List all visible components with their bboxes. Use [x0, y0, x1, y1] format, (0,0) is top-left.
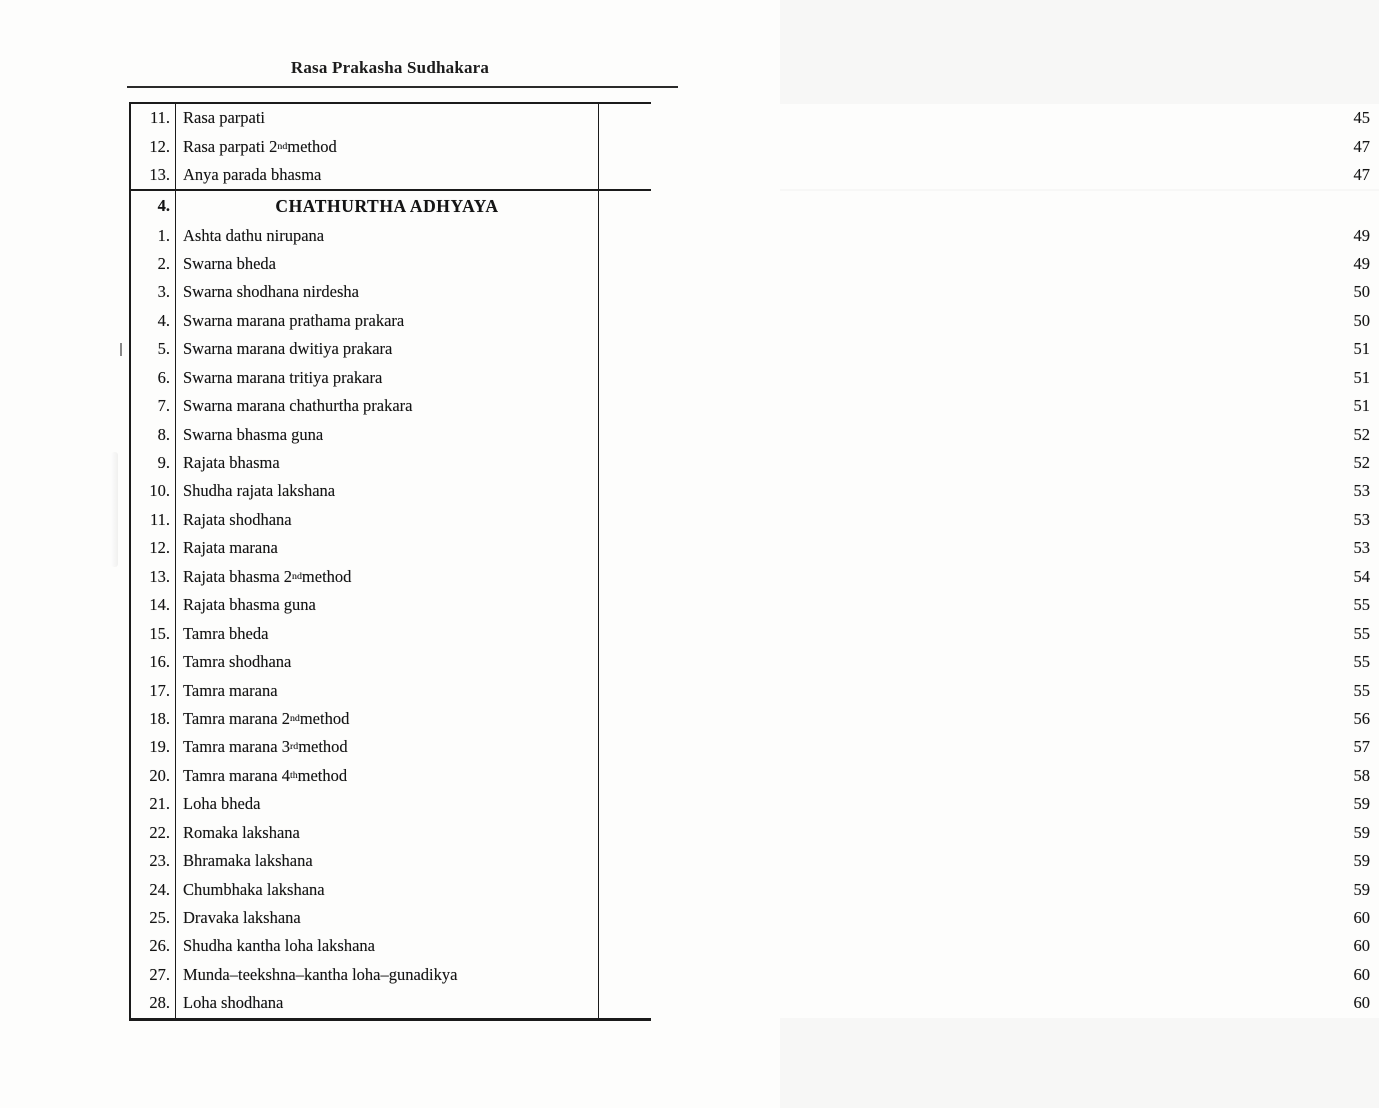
toc-row: [131, 477, 1370, 505]
toc-row-page: 55: [599, 676, 1379, 704]
toc-row: [131, 648, 1370, 676]
scan-artifact-smudge: [111, 452, 118, 567]
toc-row-page: 52: [599, 449, 1379, 477]
toc-row: [131, 307, 1370, 335]
toc-row-number: 16.: [131, 648, 176, 676]
toc-row-number: 17.: [131, 676, 176, 704]
toc-row-title: Rasa parpati: [176, 104, 599, 132]
toc-row-title: Chumbhaka lakshana: [176, 875, 599, 903]
toc-row-number: 13.: [131, 563, 176, 591]
toc-row-page: 55: [599, 648, 1379, 676]
toc-row-title: Rajata marana: [176, 534, 599, 562]
toc-row-page: 53: [599, 506, 1379, 534]
toc-row: [131, 733, 1370, 761]
toc-row-number: 13.: [131, 161, 176, 189]
toc-row: [131, 161, 1370, 189]
toc-row: [131, 932, 1370, 960]
toc-row-page: 50: [599, 278, 1379, 306]
toc-row-page: 55: [599, 619, 1379, 647]
toc-row-number: 12.: [131, 132, 176, 160]
toc-row: [131, 875, 1370, 903]
toc-row-number: 4.: [131, 307, 176, 335]
title-text: method: [301, 566, 352, 586]
toc-row-page: 53: [599, 534, 1379, 562]
toc-row-title: Tamra marana: [176, 676, 599, 704]
toc-row-page: 52: [599, 420, 1379, 448]
toc-row-title: Romaka lakshana: [176, 819, 599, 847]
toc-row-number: 23.: [131, 847, 176, 875]
toc-row-page: 49: [599, 250, 1379, 278]
scan-artifact-tick: [120, 343, 122, 356]
toc-row-title: Swarna marana tritiya prakara: [176, 364, 599, 392]
toc-row-page: 58: [599, 762, 1379, 790]
toc-row-page: 50: [599, 307, 1379, 335]
toc-row-title: Swarna marana dwitiya prakara: [176, 335, 599, 363]
toc-row-title: Munda–teekshna–kantha loha–gunadikya: [176, 961, 599, 989]
toc-row: [131, 420, 1370, 448]
toc-row-number: 10.: [131, 477, 176, 505]
toc-row-page: 51: [599, 335, 1379, 363]
toc-row: [131, 250, 1370, 278]
toc-row-number: 25.: [131, 904, 176, 932]
toc-row-title: Tamra marana 3 rd method: [176, 733, 599, 761]
toc-row-page: 51: [599, 364, 1379, 392]
toc-row: [131, 847, 1370, 875]
toc-row-title: Swarna marana prathama prakara: [176, 307, 599, 335]
title-text: method: [297, 765, 348, 785]
toc-section-header-row: [131, 191, 649, 221]
toc-row-page: 55: [599, 591, 1379, 619]
toc-row: [131, 534, 1370, 562]
toc-row-number: 19.: [131, 733, 176, 761]
toc-row-title: Anya parada bhasma: [176, 161, 599, 189]
header-divider-rule: [127, 86, 678, 88]
toc-row-page: 56: [599, 705, 1379, 733]
toc-row: [131, 563, 1370, 591]
toc-section-page: [599, 191, 1379, 221]
toc-row-number: 18.: [131, 705, 176, 733]
toc-row-page: 60: [599, 932, 1379, 960]
toc-row-title: Shudha kantha loha lakshana: [176, 932, 599, 960]
toc-row: [131, 278, 1370, 306]
toc-row-number: 5.: [131, 335, 176, 363]
toc-row-number: 9.: [131, 449, 176, 477]
toc-row-title: Loha shodhana: [176, 989, 599, 1017]
toc-row-page: 59: [599, 790, 1379, 818]
toc-row: [131, 104, 1370, 132]
toc-row: [131, 705, 1370, 733]
toc-row-number: 7.: [131, 392, 176, 420]
toc-table: [129, 102, 1370, 1021]
toc-row-title: Rajata bhasma: [176, 449, 599, 477]
toc-row-number: 1.: [131, 221, 176, 249]
toc-row-page: 51: [599, 392, 1379, 420]
toc-row: [131, 619, 1370, 647]
toc-row-title: Rajata shodhana: [176, 506, 599, 534]
toc-row-title: Swarna bhasma guna: [176, 420, 599, 448]
title-text: Tamra marana 4: [183, 765, 290, 785]
toc-row-title: Dravaka lakshana: [176, 904, 599, 932]
toc-row-page: 47: [599, 161, 1379, 189]
toc-row-number: 14.: [131, 591, 176, 619]
toc-row-number: 24.: [131, 875, 176, 903]
toc-row-page: 59: [599, 819, 1379, 847]
toc-row: [131, 392, 1370, 420]
title-text: Tamra marana 2: [183, 708, 290, 728]
toc-row-title: Tamra marana 2 nd method: [176, 705, 599, 733]
toc-row-title: Shudha rajata lakshana: [176, 477, 599, 505]
toc-row-number: 15.: [131, 619, 176, 647]
toc-row-title: Ashta dathu nirupana: [176, 221, 599, 249]
toc-row-title: Bhramaka lakshana: [176, 847, 599, 875]
toc-row-title: Swarna marana chathurtha prakara: [176, 392, 599, 420]
toc-row: [131, 364, 1370, 392]
toc-row-title: Loha bheda: [176, 790, 599, 818]
title-text: Rajata bhasma 2: [183, 566, 293, 586]
toc-row-page: 57: [599, 733, 1379, 761]
title-text: Rasa parpati 2: [183, 136, 278, 156]
toc-section-title: CHATHURTHA ADHYAYA: [176, 191, 599, 221]
toc-row-title: Tamra marana 4 th method: [176, 762, 599, 790]
toc-row-page: 60: [599, 904, 1379, 932]
toc-row-page: 59: [599, 875, 1379, 903]
toc-row: [131, 961, 1370, 989]
toc-row: [131, 819, 1370, 847]
toc-row-number: 11.: [131, 104, 176, 132]
toc-row-number: 27.: [131, 961, 176, 989]
toc-row: [131, 335, 1370, 363]
toc-row-title: Rajata bhasma 2 nd method: [176, 563, 599, 591]
toc-section-number: 4.: [131, 191, 176, 221]
toc-row-number: 2.: [131, 250, 176, 278]
toc-row: [131, 506, 1370, 534]
toc-row-number: 3.: [131, 278, 176, 306]
toc-row-title: Rajata bhasma guna: [176, 591, 599, 619]
toc-row-number: 11.: [131, 506, 176, 534]
title-text: method: [298, 737, 348, 757]
toc-row-title: Swarna bheda: [176, 250, 599, 278]
toc-row-page: 53: [599, 477, 1379, 505]
toc-row: [131, 221, 1370, 249]
toc-row: [131, 676, 1370, 704]
toc-row-page: 49: [599, 221, 1379, 249]
toc-row: [131, 132, 1370, 160]
toc-row-number: 28.: [131, 989, 176, 1017]
toc-row: [131, 762, 1370, 790]
toc-row-number: 12.: [131, 534, 176, 562]
toc-row-title: Tamra shodhana: [176, 648, 599, 676]
title-text: Tamra marana 3: [183, 737, 290, 757]
toc-row-page: 60: [599, 989, 1379, 1017]
toc-row-number: 6.: [131, 364, 176, 392]
toc-row-page: 59: [599, 847, 1379, 875]
title-text: method: [299, 708, 350, 728]
toc-row: [131, 591, 1370, 619]
page-header-title: Rasa Prakasha Sudhakara: [290, 58, 490, 77]
toc-row: [131, 449, 1370, 477]
toc-row-page: 45: [599, 104, 1379, 132]
toc-row: [131, 904, 1370, 932]
toc-row-number: 26.: [131, 932, 176, 960]
toc-row: [131, 989, 1370, 1017]
toc-row: [131, 790, 1370, 818]
toc-row-page: 54: [599, 563, 1379, 591]
toc-row-title: Tamra bheda: [176, 619, 599, 647]
toc-row-title: Swarna shodhana nirdesha: [176, 278, 599, 306]
toc-row-page: 47: [599, 132, 1379, 160]
toc-row-number: 8.: [131, 420, 176, 448]
toc-row-number: 22.: [131, 819, 176, 847]
toc-row-page: 60: [599, 961, 1379, 989]
toc-row-number: 20.: [131, 762, 176, 790]
toc-row-title: Rasa parpati 2 nd method: [176, 132, 599, 160]
toc-section: [131, 189, 1370, 1017]
toc-row-number: 21.: [131, 790, 176, 818]
toc-section: [131, 104, 1370, 189]
title-text: method: [287, 136, 337, 156]
